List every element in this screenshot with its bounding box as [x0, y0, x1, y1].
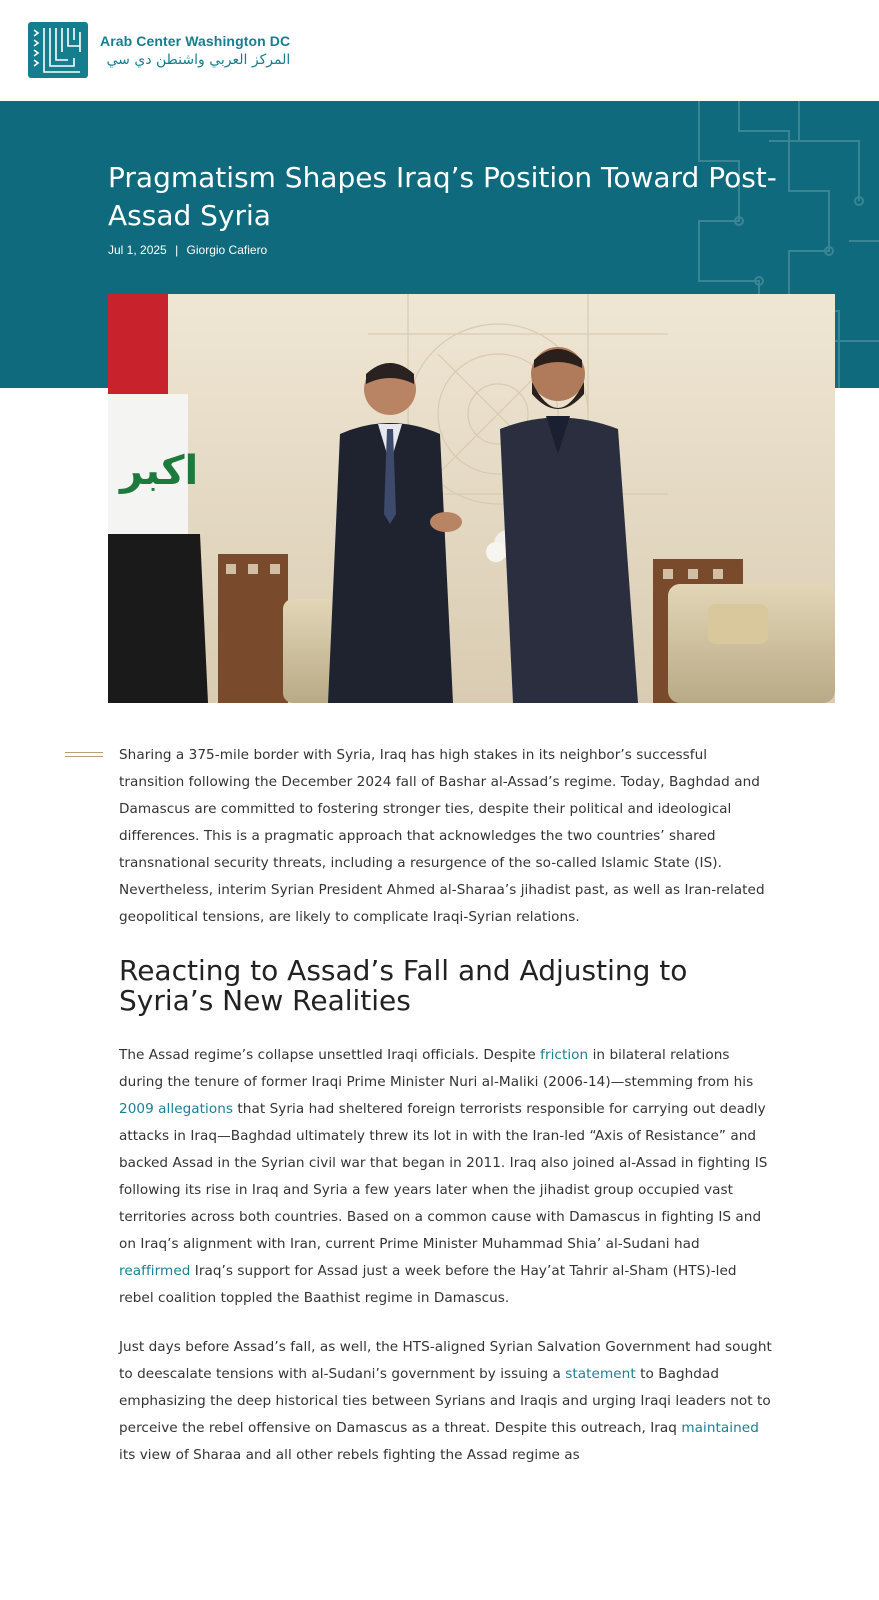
meta-separator: | [175, 243, 179, 257]
link-maintained[interactable]: maintained [681, 1420, 759, 1436]
site-name-ar: المركز العربي واشنطن دي سي [106, 51, 291, 68]
paragraph-text: The Assad regime’s collapse unsettled Iraqi officials. Despite [119, 1047, 541, 1063]
article-author-link[interactable]: Giorgio Cafiero [186, 243, 268, 257]
site-name-en: Arab Center Washington DC [100, 32, 291, 49]
article-title: Pragmatism Shapes Iraq’s Position Toward Post-Assad Syria [108, 161, 777, 232]
article-date: Jul 1, 2025 [108, 243, 167, 257]
link-reaffirmed[interactable]: reaffirmed [119, 1263, 191, 1279]
paragraph-text: Iraq’s support for Assad just a week before the Hay’at Tahrir al-Sham (HTS)-led rebel coalition toppled the Baathist regime in Damascus. [119, 1263, 737, 1306]
paragraph-text: to Baghdad emphasizing the deep historical ties between Syrians and Iraqis and urging Iraqi leaders not to perceive the rebel offensive on Damascus as a threat. Despite this outreach, Iraq [119, 1366, 771, 1436]
link-friction[interactable]: friction [540, 1047, 589, 1063]
section-heading: Reacting to Assad’s Fall and Adjusting to Syria’s New Realities [119, 954, 688, 1017]
article-paragraph-3 [119, 1334, 774, 1469]
arab-center-logo-icon [28, 22, 88, 78]
article-paragraph-1: Sharing a 375-mile border with Syria, Iraq has high stakes in its neighbor’s successful transition following the December 2024 fall of Bashar al-Assad’s regime. Today, Baghdad and Damascus are committed to fostering stronger ties, despite their political and ideological differences. This is a pragmatic approach that acknowledges the two countries’ shared transnational security threats, including a resurgence of the so-called Islamic State (IS). Nevertheless, interim Syrian President Ahmed al-Sharaa’s jihadist past, as well as Iran-related geopolitical tensions, are likely to complicate Iraqi-Syrian relations. [119, 747, 765, 925]
svg-text:اكبر: اكبر [120, 448, 199, 494]
quote-lines-icon [65, 752, 103, 760]
article-featured-image [108, 294, 835, 703]
article-paragraph-2 [119, 1042, 774, 1312]
site-logo-link[interactable] [28, 22, 290, 78]
link-statement[interactable]: statement [565, 1366, 636, 1382]
link-2009-allegations[interactable]: 2009 allegations [119, 1101, 234, 1117]
paragraph-text: its view of Sharaa and all other rebels fighting the Assad regime as [119, 1447, 580, 1463]
article-meta [108, 243, 267, 257]
paragraph-text: in bilateral relations during the tenure of former Iraqi Prime Minister Nuri al-Maliki (2006-14)—stemming from his [119, 1047, 754, 1090]
site-header [0, 0, 879, 101]
paragraph-text: Just days before Assad’s fall, as well, the HTS-aligned Syrian Salvation Government had sought to deescalate tensions with al-Sudani’s government by issuing a [119, 1339, 772, 1382]
article-body [119, 742, 774, 1469]
site-name [100, 33, 290, 68]
paragraph-text: that Syria had sheltered foreign terrorists responsible for carrying out deadly attacks in Iraq—Baghdad ultimately threw its lot in with the Iran-led “Axis of Resistance” and backed Assad in the Syrian civil war that began in 2011. Iraq also joined al-Assad in fighting IS following its rise in Iraq and Syria a few years later when the jihadist group occupied vast territories across both countries. Based on a common cause with Damascus in fighting IS and on Iraq’s alignment with Iran, current Prime Minister Muhammad Shia’ al-Sudani had [119, 1101, 768, 1252]
